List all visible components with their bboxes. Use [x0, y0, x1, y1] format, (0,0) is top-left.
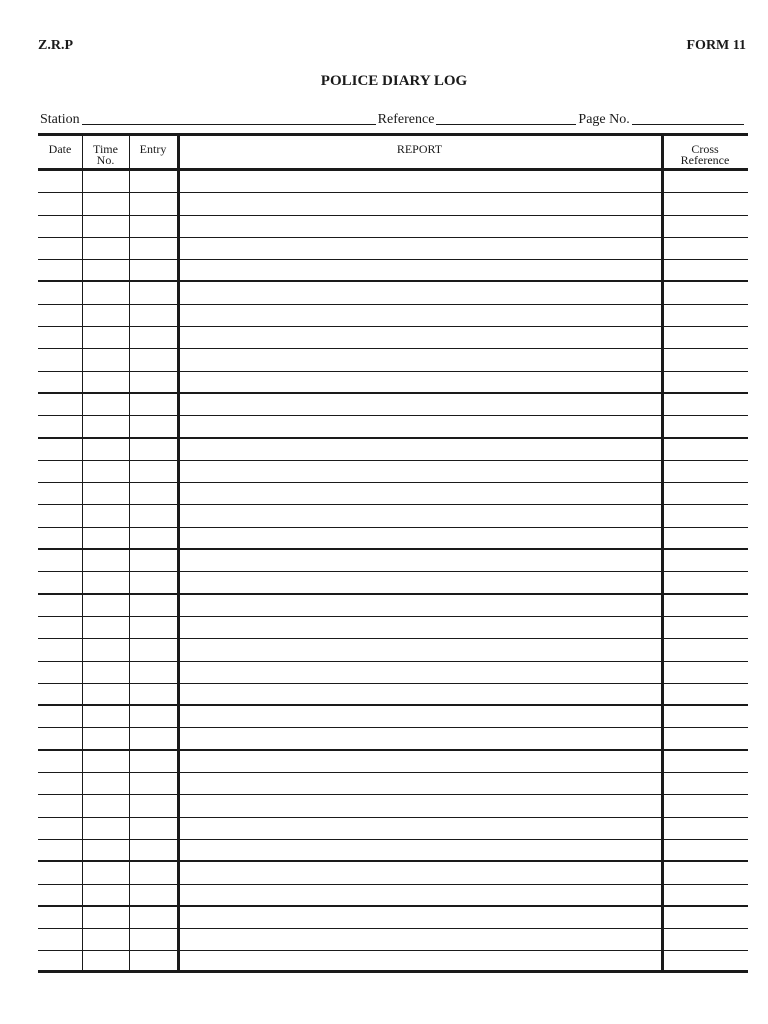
- station-label: Station: [40, 112, 80, 127]
- table-body: [38, 171, 748, 970]
- column-header-date: Date: [48, 142, 72, 156]
- table-row[interactable]: [38, 550, 748, 572]
- column-header-report: REPORT: [396, 142, 443, 156]
- table-row[interactable]: [38, 751, 748, 773]
- page-number-label: Page No.: [578, 112, 630, 127]
- table-row[interactable]: [38, 862, 748, 884]
- column-divider-time-entry: [129, 136, 130, 970]
- table-row[interactable]: [38, 394, 748, 416]
- table-row[interactable]: [38, 372, 748, 394]
- table-row[interactable]: [38, 907, 748, 929]
- table-row[interactable]: [38, 617, 748, 639]
- table-row[interactable]: [38, 282, 748, 304]
- table-row[interactable]: [38, 260, 748, 282]
- table-header: [38, 136, 748, 171]
- table-row[interactable]: [38, 416, 748, 438]
- table-row[interactable]: [38, 773, 748, 795]
- table-row[interactable]: [38, 572, 748, 594]
- table-row[interactable]: [38, 840, 748, 862]
- table-row[interactable]: [38, 238, 748, 260]
- reference-label: Reference: [377, 112, 435, 127]
- table-row[interactable]: [38, 349, 748, 371]
- column-divider-entry-report: [177, 136, 180, 970]
- table-row[interactable]: [38, 706, 748, 728]
- table-row[interactable]: [38, 595, 748, 617]
- table-row[interactable]: [38, 505, 748, 527]
- table-row[interactable]: [38, 951, 748, 973]
- table-row[interactable]: [38, 795, 748, 817]
- form-title: POLICE DIARY LOG: [320, 73, 468, 89]
- page-number-field[interactable]: [632, 124, 744, 125]
- column-divider-report-cross: [661, 136, 664, 970]
- table-row[interactable]: [38, 216, 748, 238]
- table-row[interactable]: [38, 483, 748, 505]
- table-row[interactable]: [38, 728, 748, 750]
- reference-field[interactable]: [436, 124, 576, 125]
- table-row[interactable]: [38, 885, 748, 907]
- table-row[interactable]: [38, 528, 748, 550]
- column-divider-date-time: [82, 136, 83, 970]
- table-row[interactable]: [38, 327, 748, 349]
- table-row[interactable]: [38, 818, 748, 840]
- column-header-cross-line1: Cross: [691, 142, 719, 156]
- diary-log-table: [38, 133, 748, 973]
- table-row[interactable]: [38, 929, 748, 951]
- column-header-time-line1: Time: [93, 142, 118, 156]
- column-header-cross-reference: [662, 136, 748, 168]
- form-number: FORM 11: [686, 38, 746, 53]
- table-row[interactable]: [38, 662, 748, 684]
- table-row[interactable]: [38, 171, 748, 193]
- table-row[interactable]: [38, 305, 748, 327]
- table-row[interactable]: [38, 684, 748, 706]
- table-row[interactable]: [38, 439, 748, 461]
- form-fields-row: [40, 108, 746, 128]
- table-row[interactable]: [38, 193, 748, 215]
- table-row[interactable]: [38, 639, 748, 661]
- table-row[interactable]: [38, 461, 748, 483]
- column-header-cross-line2: Reference: [680, 153, 730, 167]
- station-field[interactable]: [82, 124, 376, 125]
- column-header-time-line2: No.: [96, 153, 115, 167]
- org-code: Z.R.P: [38, 38, 73, 53]
- column-header-entry: Entry: [139, 142, 167, 156]
- column-header-time-no: [82, 136, 129, 168]
